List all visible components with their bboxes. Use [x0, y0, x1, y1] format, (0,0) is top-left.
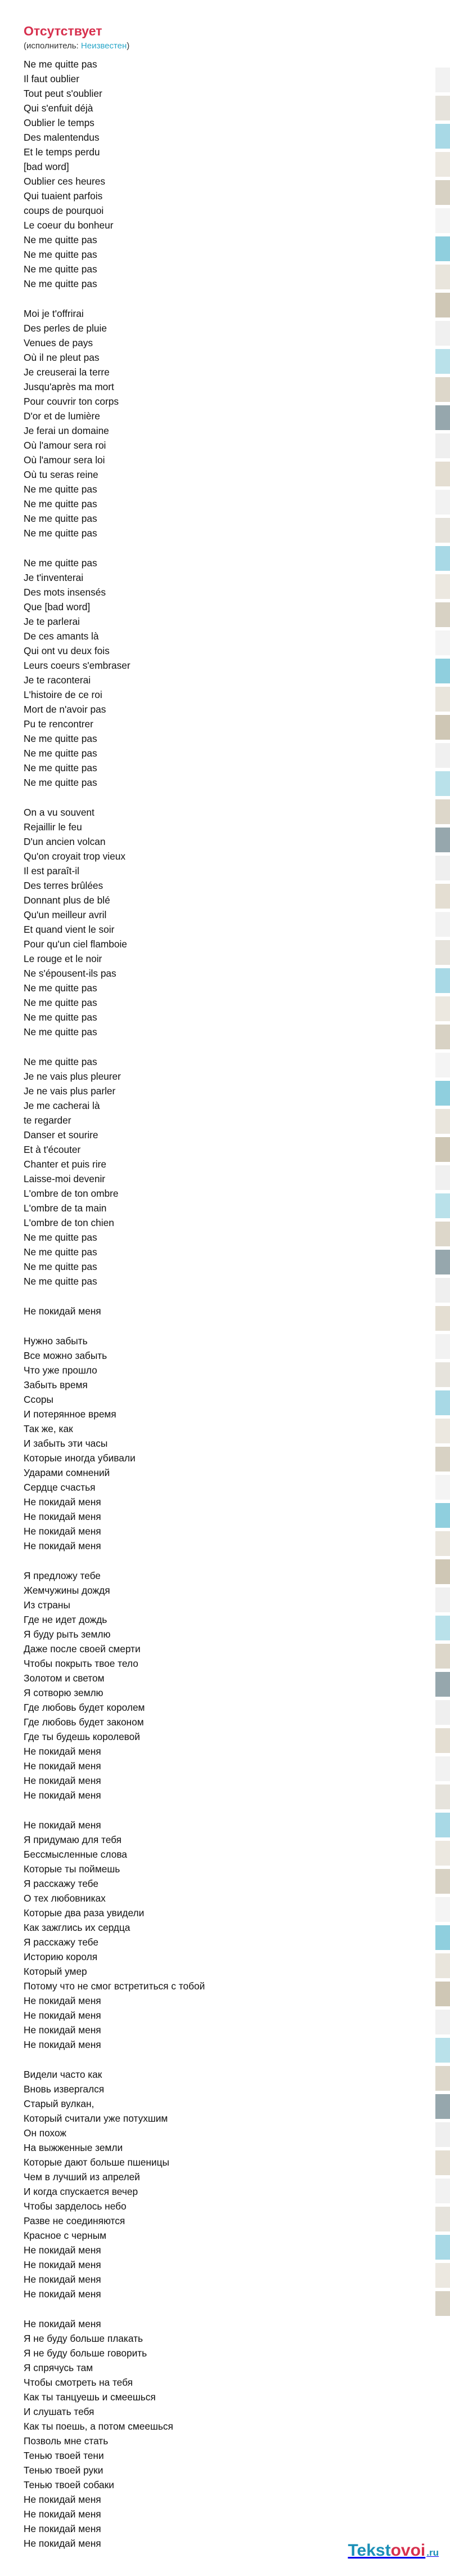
- lyric-line: Où l'amour sera roi: [24, 440, 106, 451]
- lyric-line: Не покидай меня: [24, 1540, 101, 1551]
- decorative-tile: [435, 152, 450, 177]
- decorative-tile: [435, 1193, 450, 1218]
- lyric-line: L'ombre de ton ombre: [24, 1188, 119, 1199]
- lyric-line: Ne me quitte pas: [24, 982, 97, 994]
- lyric-line: Rejaillir le feu: [24, 821, 82, 833]
- decorative-tile: [435, 2010, 450, 2034]
- lyric-line: Je t'inventerai: [24, 572, 84, 583]
- lyric-line: Даже после своей смерти: [24, 1643, 141, 1654]
- decorative-tile: [435, 1053, 450, 1077]
- lyric-line: Je ne vais plus pleurer: [24, 1071, 121, 1082]
- decorative-tile: [435, 462, 450, 486]
- decorative-tile: [435, 2179, 450, 2203]
- lyric-line: И когда спускается вечер: [24, 2186, 138, 2197]
- lyric-line: Le rouge et le noir: [24, 953, 102, 964]
- lyric-line: Не покидай меня: [24, 2274, 101, 2285]
- decorative-tile: [435, 1672, 450, 1697]
- lyric-line: Donnant plus de blé: [24, 895, 110, 906]
- decorative-tile: [435, 1165, 450, 1190]
- lyric-line: Ne me quitte pas: [24, 498, 97, 509]
- lyric-line: L'ombre de ton chien: [24, 1217, 114, 1228]
- decorative-tile: [435, 293, 450, 317]
- decorative-tile: [435, 433, 450, 458]
- lyric-line: Danser et sourire: [24, 1129, 98, 1141]
- lyric-line: Я не буду больше говорить: [24, 2347, 147, 2359]
- decorative-tile: [435, 1447, 450, 1472]
- lyric-line: Et quand vient le soir: [24, 924, 115, 935]
- lyric-line: Я буду рыть землю: [24, 1629, 111, 1640]
- lyric-line: Oublier ces heures: [24, 176, 106, 187]
- lyric-line: Позволь мне стать: [24, 2435, 109, 2447]
- lyric-line: Не покидай меня: [24, 2538, 101, 2549]
- lyric-line: Не покидай меня: [24, 1995, 101, 2006]
- lyric-line: Mort de n'avoir pas: [24, 704, 106, 715]
- lyric-line: Pour qu'un ciel flamboie: [24, 938, 127, 950]
- decorative-tile: [435, 1222, 450, 1246]
- lyric-line: Жемчужины дождя: [24, 1585, 110, 1596]
- lyric-line: Так же, как: [24, 1423, 73, 1434]
- lyric-line: te regarder: [24, 1115, 71, 1126]
- lyric-line: Где не идет дождь: [24, 1614, 107, 1625]
- lyric-line: Ударами сомнений: [24, 1467, 110, 1478]
- decorative-tile: [435, 405, 450, 430]
- decorative-tile: [435, 799, 450, 824]
- lyric-line: Я спрячусь там: [24, 2362, 93, 2373]
- lyric-line: Que [bad word]: [24, 601, 91, 612]
- lyrics-stanza: [24, 1054, 406, 1289]
- lyric-line: Где любовь будет законом: [24, 1716, 144, 1728]
- lyric-line: Нужно забыть: [24, 1335, 88, 1347]
- lyric-line: Ne me quitte pas: [24, 557, 97, 569]
- lyric-line: Et le temps perdu: [24, 146, 100, 158]
- decorative-tile: [435, 828, 450, 852]
- lyric-line: Я придумаю для тебя: [24, 1834, 122, 1845]
- lyric-line: И слушать тебя: [24, 2406, 94, 2417]
- decorative-side-tiles: [435, 68, 450, 2576]
- lyric-line: Pu te rencontrer: [24, 718, 93, 730]
- decorative-tile: [435, 1306, 450, 1331]
- lyric-line: На выжженные земли: [24, 2142, 123, 2153]
- lyric-line: Ne me quitte pas: [24, 513, 97, 524]
- decorative-tile: [435, 602, 450, 627]
- lyric-line: Venues de pays: [24, 337, 93, 348]
- performer-suffix: ): [127, 41, 130, 51]
- lyric-line: On a vu souvent: [24, 807, 94, 818]
- lyric-line: Il faut oublier: [24, 73, 79, 84]
- lyric-line: Не покидай меня: [24, 1775, 101, 1786]
- lyric-line: Тенью твоей тени: [24, 2450, 104, 2461]
- decorative-tile: [435, 2150, 450, 2175]
- lyric-line: Ne me quitte pas: [24, 1261, 97, 1272]
- decorative-tile: [435, 2094, 450, 2119]
- logo-part-1: Tekst: [348, 2541, 391, 2560]
- lyric-line: Leurs coeurs s'embraser: [24, 660, 130, 671]
- lyric-line: Je ne vais plus parler: [24, 1085, 116, 1097]
- lyric-line: Des mots insensés: [24, 587, 106, 598]
- lyric-line: Потому что не смог встретиться с тобой: [24, 1980, 205, 1992]
- lyric-line: Не покидай меня: [24, 2024, 101, 2036]
- decorative-tile: [435, 265, 450, 289]
- performer-prefix: (исполнитель:: [24, 41, 79, 51]
- lyric-line: Разве не соединяются: [24, 2215, 125, 2226]
- lyric-line: Все можно забыть: [24, 1350, 107, 1361]
- decorative-tile: [435, 940, 450, 965]
- lyric-line: И забыть эти часы: [24, 1438, 108, 1449]
- lyric-line: Des perles de pluie: [24, 323, 107, 334]
- decorative-tile: [435, 208, 450, 233]
- decorative-tile: [435, 1813, 450, 1837]
- lyric-line: L'histoire de ce roi: [24, 689, 102, 700]
- lyric-line: Oublier le temps: [24, 117, 94, 128]
- decorative-tile: [435, 1616, 450, 1640]
- lyric-line: Не покидай меня: [24, 1526, 101, 1537]
- lyric-line: Je te raconterai: [24, 674, 91, 686]
- lyric-line: Ne me quitte pas: [24, 1012, 97, 1023]
- lyric-line: Чтобы зарделось небо: [24, 2201, 127, 2212]
- decorative-tile: [435, 771, 450, 796]
- lyric-line: Где любовь будет королем: [24, 1702, 145, 1713]
- decorative-tile: [435, 912, 450, 937]
- decorative-tile: [435, 1025, 450, 1049]
- lyric-line: Ne me quitte pas: [24, 484, 97, 495]
- decorative-tile: [435, 715, 450, 740]
- performer-link[interactable]: Неизвестен: [80, 41, 127, 51]
- lyric-line: coups de pourquoi: [24, 205, 104, 216]
- lyric-line: Ne me quitte pas: [24, 278, 97, 289]
- lyric-line: Историю короля: [24, 1951, 98, 1962]
- decorative-tile: [435, 1925, 450, 1950]
- lyric-line: Des malentendus: [24, 132, 100, 143]
- decorative-tile: [435, 2263, 450, 2288]
- decorative-tile: [435, 1756, 450, 1781]
- decorative-tile: [435, 2235, 450, 2260]
- lyrics-stanza: [24, 1334, 406, 1553]
- lyric-line: Он похож: [24, 2127, 66, 2139]
- decorative-tile: [435, 180, 450, 205]
- lyric-line: Я расскажу тебе: [24, 1937, 98, 1948]
- lyric-line: Ne me quitte pas: [24, 249, 97, 260]
- lyric-line: [bad word]: [24, 161, 69, 172]
- logo-part-3: .ru: [426, 2547, 439, 2558]
- lyric-line: Ne me quitte pas: [24, 762, 97, 773]
- lyric-line: Не покидай меня: [24, 2494, 101, 2505]
- lyric-line: Золотом и светом: [24, 1672, 105, 1684]
- lyric-line: Из страны: [24, 1599, 70, 1611]
- lyric-line: Не покидай меня: [24, 2259, 101, 2270]
- lyrics-stanza: [24, 2067, 406, 2301]
- decorative-tile: [435, 490, 450, 515]
- lyric-line: Où tu seras reine: [24, 469, 98, 480]
- decorative-tile: [435, 1362, 450, 1387]
- lyric-line: Qui tuaient parfois: [24, 190, 103, 202]
- decorative-tile: [435, 1475, 450, 1500]
- lyric-line: Des terres brûlées: [24, 880, 104, 891]
- lyric-line: Чем в лучший из апрелей: [24, 2171, 140, 2183]
- lyric-line: Я предложу тебе: [24, 1570, 101, 1581]
- lyric-line: Je me cacherai là: [24, 1100, 100, 1111]
- lyric-line: Qui ont vu deux fois: [24, 645, 110, 656]
- lyric-line: Не покидай меня: [24, 2523, 101, 2534]
- decorative-tile: [435, 1334, 450, 1359]
- lyric-line: Et à t'écouter: [24, 1144, 81, 1155]
- decorative-tile: [435, 2291, 450, 2316]
- decorative-tile: [435, 1390, 450, 1415]
- lyric-line: Чтобы покрыть твое тело: [24, 1658, 138, 1669]
- lyric-line: Ne me quitte pas: [24, 1026, 97, 1037]
- lyric-line: Которые два раза увидели: [24, 1907, 145, 1918]
- decorative-tile: [435, 1531, 450, 1556]
- lyric-line: Я расскажу тебе: [24, 1878, 98, 1889]
- decorative-tile: [435, 2122, 450, 2147]
- lyric-line: D'un ancien volcan: [24, 836, 106, 847]
- lyrics-stanza: [24, 1818, 406, 2052]
- lyric-line: Ne me quitte pas: [24, 1056, 97, 1067]
- lyric-line: Не покидай меня: [24, 1305, 101, 1317]
- lyric-line: Сердце счастья: [24, 1482, 96, 1493]
- lyric-line: Не покидай меня: [24, 2244, 101, 2256]
- lyric-line: D'or et de lumière: [24, 410, 100, 422]
- lyric-line: Не покидай меня: [24, 1760, 101, 1772]
- lyric-line: Видели часто как: [24, 2069, 102, 2080]
- lyric-line: Забыть время: [24, 1379, 88, 1390]
- lyric-line: Не покидай меня: [24, 2039, 101, 2050]
- decorative-tile: [435, 321, 450, 346]
- lyric-line: Qui s'enfuit déjà: [24, 102, 93, 114]
- decorative-tile: [435, 2066, 450, 2091]
- decorative-tile: [435, 518, 450, 543]
- lyric-line: Ne me quitte pas: [24, 997, 97, 1008]
- lyric-line: Je creuserai la terre: [24, 366, 110, 378]
- lyric-line: Jusqu'après ma mort: [24, 381, 114, 392]
- decorative-tile: [435, 1559, 450, 1584]
- lyric-line: Не покидай меня: [24, 1496, 101, 1508]
- site-logo[interactable]: [348, 2541, 439, 2560]
- lyric-line: Я не буду больше плакать: [24, 2333, 143, 2344]
- lyric-line: Что уже прошло: [24, 1365, 97, 1376]
- decorative-tile: [435, 124, 450, 149]
- lyric-line: Который умер: [24, 1966, 87, 1977]
- decorative-tile: [435, 96, 450, 120]
- decorative-tile: [435, 1869, 450, 1894]
- lyric-line: Ne me quitte pas: [24, 527, 97, 539]
- decorative-tile: [435, 1953, 450, 1978]
- decorative-tile: [435, 1109, 450, 1134]
- lyric-line: Ne me quitte pas: [24, 748, 97, 759]
- lyric-line: Je ferai un domaine: [24, 425, 109, 436]
- lyric-line: Не покидай меня: [24, 2318, 101, 2329]
- lyric-line: Je te parlerai: [24, 616, 80, 627]
- decorative-tile: [435, 1728, 450, 1753]
- decorative-tile: [435, 743, 450, 768]
- decorative-tile: [435, 1982, 450, 2006]
- lyric-line: Тенью твоей собаки: [24, 2479, 114, 2490]
- lyric-line: Ne me quitte pas: [24, 1276, 97, 1287]
- lyric-line: Которые иногда убивали: [24, 1452, 136, 1464]
- lyric-line: Как ты поешь, а потом смеешься: [24, 2421, 173, 2432]
- lyric-line: И потерянное время: [24, 1408, 116, 1420]
- lyric-line: Старый вулкан,: [24, 2098, 94, 2109]
- lyric-line: L'ombre de ta main: [24, 1202, 107, 1214]
- decorative-tile: [435, 546, 450, 571]
- page-title: Отсутствует: [24, 24, 102, 38]
- lyric-line: Ссоры: [24, 1394, 53, 1405]
- lyric-line: Il est paraît-il: [24, 865, 79, 876]
- lyric-line: Où il ne pleut pas: [24, 352, 100, 363]
- decorative-tile: [435, 1785, 450, 1809]
- lyric-line: Ne me quitte pas: [24, 263, 97, 275]
- lyric-line: Который считали уже потухшим: [24, 2113, 168, 2124]
- decorative-tile: [435, 630, 450, 655]
- lyrics-stanza: [24, 1304, 406, 1318]
- lyrics-stanza: [24, 1568, 406, 1803]
- decorative-tile: [435, 1419, 450, 1443]
- lyric-line: Которые дают больше пшеницы: [24, 2157, 169, 2168]
- logo-part-2: ovoi: [390, 2541, 426, 2560]
- decorative-tile: [435, 884, 450, 909]
- lyric-line: Не покидай меня: [24, 1790, 101, 1801]
- lyric-line: Где ты будешь королевой: [24, 1731, 140, 1742]
- lyric-line: Как зажглись их сердца: [24, 1922, 130, 1933]
- lyric-line: Laisse-moi devenir: [24, 1173, 106, 1184]
- performer-line: [24, 41, 129, 51]
- lyrics-stanza: [24, 805, 406, 1039]
- decorative-tile: [435, 1587, 450, 1612]
- decorative-tile: [435, 236, 450, 261]
- lyric-line: Chanter et puis rire: [24, 1159, 106, 1170]
- lyrics-stanza: [24, 556, 406, 790]
- decorative-tile: [435, 377, 450, 402]
- lyric-line: Ne me quitte pas: [24, 777, 97, 788]
- decorative-tile: [435, 1644, 450, 1669]
- decorative-tile: [435, 349, 450, 374]
- lyric-line: Не покидай меня: [24, 2508, 101, 2520]
- lyric-line: Ne s'épousent-ils pas: [24, 968, 116, 979]
- decorative-tile: [435, 996, 450, 1021]
- lyric-line: Чтобы смотреть на тебя: [24, 2377, 133, 2388]
- lyric-line: Moi je t'offrirai: [24, 308, 84, 319]
- lyric-line: Qu'on croyait trop vieux: [24, 851, 125, 862]
- decorative-tile: [435, 1503, 450, 1528]
- lyric-line: Où l'amour sera loi: [24, 454, 105, 466]
- lyric-line: Как ты танцуешь и смеешься: [24, 2391, 156, 2403]
- lyrics-text: [24, 57, 406, 2566]
- lyrics-stanza: [24, 306, 406, 540]
- decorative-tile: [435, 2038, 450, 2063]
- lyric-line: Которые ты поймешь: [24, 1863, 120, 1875]
- decorative-tile: [435, 968, 450, 993]
- lyric-line: Не покидай меня: [24, 2288, 101, 2300]
- lyric-line: Вновь извергался: [24, 2083, 105, 2095]
- lyric-line: Ne me quitte pas: [24, 1232, 97, 1243]
- lyric-line: Бессмысленные слова: [24, 1849, 127, 1860]
- decorative-tile: [435, 68, 450, 92]
- decorative-tile: [435, 2207, 450, 2231]
- lyrics-stanza: [24, 2316, 406, 2551]
- lyric-line: Красное с черным: [24, 2230, 107, 2241]
- decorative-tile: [435, 1250, 450, 1274]
- lyric-line: Ne me quitte pas: [24, 733, 97, 744]
- decorative-tile: [435, 659, 450, 683]
- lyric-line: Тенью твоей руки: [24, 2465, 104, 2476]
- lyric-line: Не покидай меня: [24, 1746, 101, 1757]
- lyric-line: О тех любовниках: [24, 1893, 106, 1904]
- decorative-tile: [435, 1897, 450, 1922]
- lyric-line: Ne me quitte pas: [24, 1246, 97, 1258]
- lyric-line: Не покидай меня: [24, 1819, 101, 1831]
- lyric-line: De ces amants là: [24, 630, 99, 642]
- lyric-line: Не покидай меня: [24, 1511, 101, 1522]
- lyric-line: Я сотворю землю: [24, 1687, 104, 1698]
- decorative-tile: [435, 1841, 450, 1866]
- decorative-tile: [435, 1081, 450, 1106]
- lyric-line: Ne me quitte pas: [24, 59, 97, 70]
- lyric-line: Qu'un meilleur avril: [24, 909, 107, 920]
- decorative-tile: [435, 1278, 450, 1303]
- lyric-line: Le coeur du bonheur: [24, 220, 114, 231]
- decorative-tile: [435, 1137, 450, 1162]
- lyric-line: Pour couvrir ton corps: [24, 396, 119, 407]
- decorative-tile: [435, 574, 450, 599]
- decorative-tile: [435, 1700, 450, 1725]
- decorative-tile: [435, 856, 450, 880]
- lyric-line: Ne me quitte pas: [24, 234, 97, 245]
- decorative-tile: [435, 687, 450, 712]
- lyric-line: Не покидай меня: [24, 2010, 101, 2021]
- lyrics-stanza: [24, 57, 406, 291]
- lyric-line: Tout peut s'oublier: [24, 88, 102, 99]
